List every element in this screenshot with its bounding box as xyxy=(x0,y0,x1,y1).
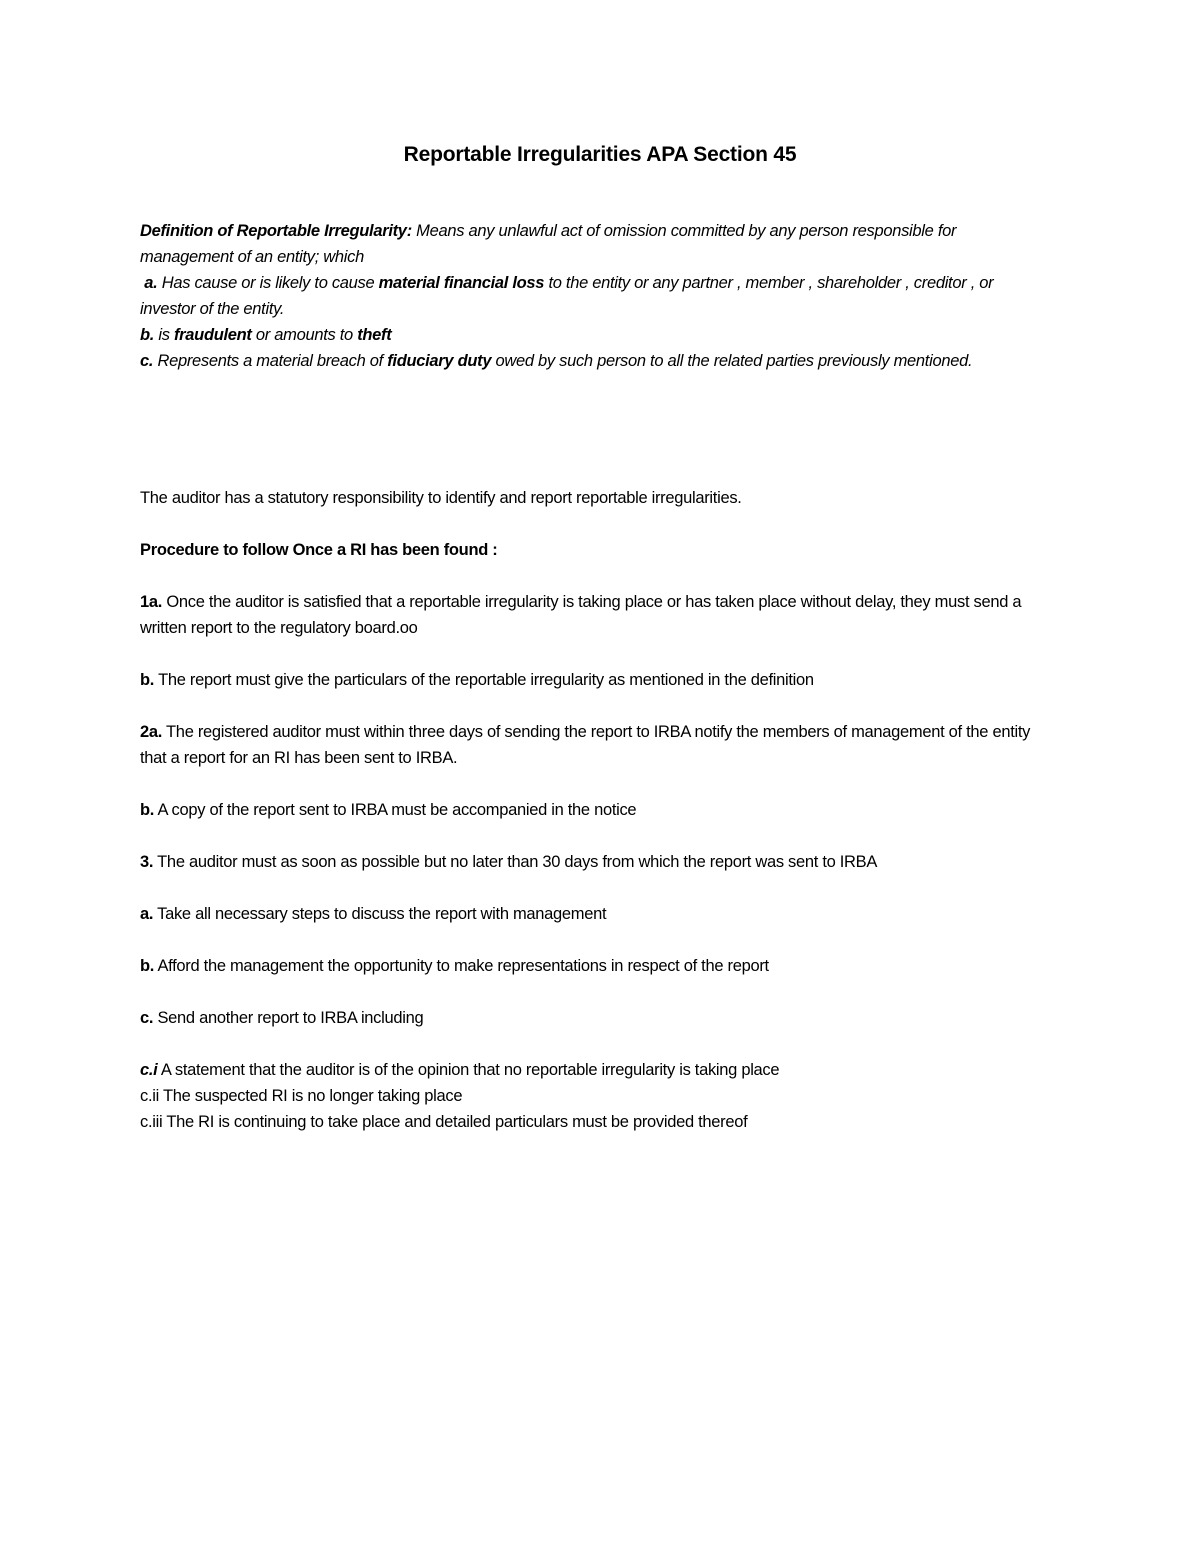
definition-item-c: c. Represents a material breach of fiduciary duty owed by such person to all the related parties previously mentioned. xyxy=(140,352,973,370)
step-2a: 2a. The registered auditor must within three days of sending the report to IRBA notify the members of management of the entity that a report for an RI has been sent to IRBA. xyxy=(140,723,1031,767)
statutory-paragraph: The auditor has a statutory responsibility to identify and report reportable irregularities. xyxy=(140,489,742,507)
definition-line-2: management of an entity; which xyxy=(140,248,364,266)
procedure-heading: Procedure to follow Once a RI has been found : xyxy=(140,541,498,559)
step-1b: b. The report must give the particulars of the reportable irregularity as mentioned in the definition xyxy=(140,671,814,689)
step-2b: b. A copy of the report sent to IRBA must be accompanied in the notice xyxy=(140,801,637,819)
step-3a: a. Take all necessary steps to discuss the report with management xyxy=(140,905,607,923)
definition-line-1: Definition of Reportable Irregularity: Means any unlawful act of omission committed by any person responsible for xyxy=(140,222,957,240)
sub-item-ciii: c.iii The RI is continuing to take place and detailed particulars must be provided thereof xyxy=(140,1113,748,1131)
step-1a: 1a. Once the auditor is satisfied that a reportable irregularity is taking place or has taken place without delay, they must send a written report to the regulatory board.oo xyxy=(140,593,1022,637)
definition-label: Definition of Reportable Irregularity xyxy=(140,222,407,240)
sub-item-ci: c.i A statement that the auditor is of the opinion that no reportable irregularity is taking place xyxy=(140,1061,780,1079)
definition-item-a: a. Has cause or is likely to cause material financial loss to the entity or any partner , member , shareholder , creditor , or xyxy=(144,274,994,292)
definition-item-b: b. is fraudulent or amounts to theft xyxy=(140,326,392,344)
definition-item-a-cont: investor of the entity. xyxy=(140,300,285,318)
sub-item-cii: c.ii The suspected RI is no longer taking place xyxy=(140,1087,463,1105)
sub-items xyxy=(140,1057,1070,1135)
page-title: Reportable Irregularities APA Section 45 xyxy=(403,143,797,166)
step-3: 3. The auditor must as soon as possible but no later than 30 days from which the report was sent to IRBA xyxy=(140,853,878,871)
step-3c: c. Send another report to IRBA including xyxy=(140,1009,424,1027)
definition-block xyxy=(140,218,1070,374)
step-3b: b. Afford the management the opportunity to make representations in respect of the report xyxy=(140,957,769,975)
